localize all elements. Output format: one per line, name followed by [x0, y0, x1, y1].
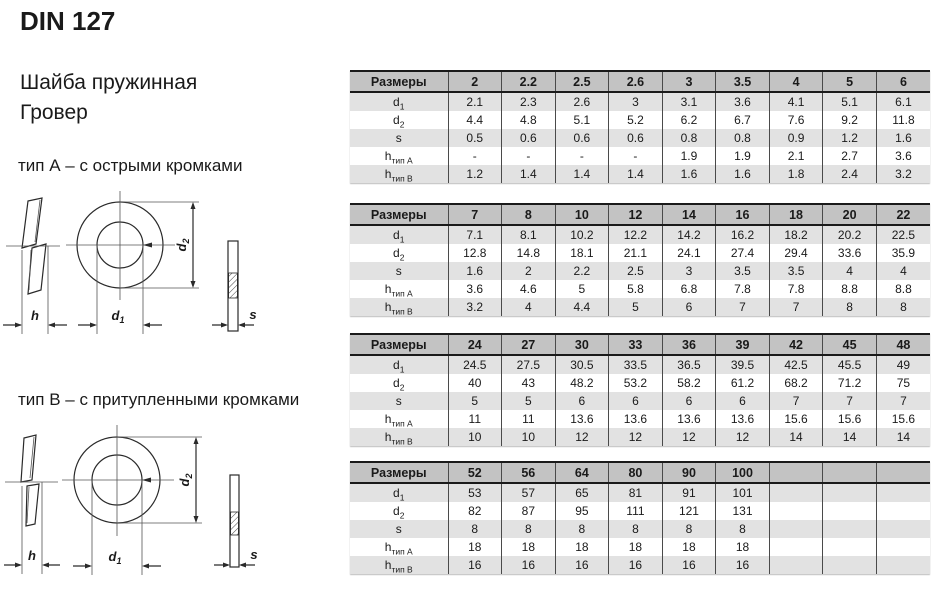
value-cell: 15.6 — [823, 410, 877, 428]
value-cell: 53 — [448, 483, 502, 502]
value-cell: 27.5 — [502, 355, 556, 374]
dimension-table-1 — [350, 70, 930, 183]
value-cell — [769, 520, 823, 538]
row-label: $h_{тип В}$ — [350, 165, 448, 183]
value-cell: 6.2 — [662, 111, 716, 129]
value-cell: 40 — [448, 374, 502, 392]
row-label: $d_2$ — [393, 376, 405, 392]
subtitle — [20, 68, 197, 128]
size-column-header: 2.6 — [609, 71, 663, 92]
row-label: $d_2$ — [393, 113, 405, 129]
table-row — [350, 262, 930, 280]
value-cell — [823, 483, 877, 502]
value-cell: 14 — [823, 428, 877, 446]
value-cell: - — [555, 147, 609, 165]
size-column-header: 33 — [609, 334, 663, 355]
table-row — [350, 147, 930, 165]
value-cell: 43 — [502, 374, 556, 392]
value-cell — [823, 538, 877, 556]
value-cell — [769, 556, 823, 574]
value-cell: 4.4 — [448, 111, 502, 129]
value-cell: 16 — [662, 556, 716, 574]
value-cell: 18 — [555, 538, 609, 556]
table-row — [350, 129, 930, 147]
value-cell: 0.6 — [555, 129, 609, 147]
value-cell: 4.1 — [769, 92, 823, 111]
size-column-header: 24 — [448, 334, 502, 355]
value-cell: 4.6 — [502, 280, 556, 298]
row-label: s — [350, 262, 448, 280]
table-row — [350, 538, 930, 556]
row-label: $d_2$ — [393, 504, 405, 520]
value-cell: 16 — [502, 556, 556, 574]
table-row — [350, 280, 930, 298]
value-cell: 15.6 — [769, 410, 823, 428]
value-cell: 6.8 — [662, 280, 716, 298]
size-column-header — [823, 462, 877, 483]
dimension-table-2 — [350, 203, 930, 316]
value-cell: 7.8 — [716, 280, 770, 298]
size-column-header: 52 — [448, 462, 502, 483]
type-b-label: тип В – с притупленными кромками — [18, 390, 300, 409]
value-cell: 1.9 — [662, 147, 716, 165]
value-cell: 5.8 — [609, 280, 663, 298]
value-cell: 1.4 — [555, 165, 609, 183]
value-cell: 111 — [609, 502, 663, 520]
value-cell: 29.4 — [769, 244, 823, 262]
value-cell: 14 — [876, 428, 930, 446]
row-label: $h_{тип В}$ — [350, 428, 448, 446]
size-column-header: 10 — [555, 204, 609, 225]
row-label: $d_1$ — [350, 92, 448, 111]
value-cell: 3.6 — [876, 147, 930, 165]
size-column-header: 6 — [876, 71, 930, 92]
value-cell: 10.2 — [555, 225, 609, 244]
value-cell: 21.1 — [609, 244, 663, 262]
table-header-row — [350, 334, 930, 355]
value-cell: 7 — [716, 298, 770, 316]
value-cell: 3.6 — [448, 280, 502, 298]
dimension-table-4 — [350, 461, 930, 574]
dim-s-label: s — [249, 307, 257, 322]
size-column-header: 80 — [609, 462, 663, 483]
value-cell: 10 — [448, 428, 502, 446]
size-column-header: 48 — [876, 334, 930, 355]
value-cell: 0.6 — [609, 129, 663, 147]
value-cell: 33.6 — [823, 244, 877, 262]
value-cell: 27.4 — [716, 244, 770, 262]
value-cell: 4 — [502, 298, 556, 316]
size-column-header — [876, 462, 930, 483]
table-row — [350, 502, 930, 520]
value-cell: 48.2 — [555, 374, 609, 392]
type-b-drawing — [0, 415, 300, 589]
value-cell: 131 — [716, 502, 770, 520]
value-cell: 121 — [662, 502, 716, 520]
value-cell: 1.6 — [876, 129, 930, 147]
value-cell: 13.6 — [662, 410, 716, 428]
value-cell: 14.2 — [662, 225, 716, 244]
value-cell: - — [609, 147, 663, 165]
value-cell: 14.8 — [502, 244, 556, 262]
value-cell: 4.8 — [502, 111, 556, 129]
side-view-washer — [4, 435, 60, 574]
value-cell: 68.2 — [769, 374, 823, 392]
size-column-header: 90 — [662, 462, 716, 483]
type-a-drawing — [0, 188, 280, 348]
value-cell: - — [448, 147, 502, 165]
table-row — [350, 298, 930, 316]
value-cell: 2.2 — [555, 262, 609, 280]
table-row — [350, 392, 930, 410]
size-column-header: 64 — [555, 462, 609, 483]
value-cell: 8 — [876, 298, 930, 316]
size-column-header: 42 — [769, 334, 823, 355]
sizes-header-label: Размеры — [350, 71, 448, 92]
row-label: $d_1$ — [350, 483, 448, 502]
value-cell: 3.2 — [876, 165, 930, 183]
value-cell: 2.1 — [448, 92, 502, 111]
value-cell: 1.4 — [502, 165, 556, 183]
row-label: s — [350, 129, 448, 147]
size-column-header: 3 — [662, 71, 716, 92]
value-cell: 101 — [716, 483, 770, 502]
value-cell: 1.2 — [448, 165, 502, 183]
row-label: $h_{тип А}$ — [384, 540, 413, 556]
value-cell: 16 — [609, 556, 663, 574]
value-cell: 81 — [609, 483, 663, 502]
value-cell: 12 — [555, 428, 609, 446]
value-cell: 7 — [823, 392, 877, 410]
value-cell: 8.1 — [502, 225, 556, 244]
value-cell: 95 — [555, 502, 609, 520]
value-cell: 7.1 — [448, 225, 502, 244]
value-cell: 18 — [716, 538, 770, 556]
value-cell: 91 — [662, 483, 716, 502]
value-cell — [769, 538, 823, 556]
row-label: $d_1$ — [350, 225, 448, 244]
value-cell: 2.5 — [609, 262, 663, 280]
value-cell: 8 — [716, 520, 770, 538]
dim-h-label: h — [31, 308, 39, 323]
value-cell: 2.3 — [502, 92, 556, 111]
table-row — [350, 374, 930, 392]
value-cell: 18 — [448, 538, 502, 556]
value-cell: 7 — [876, 392, 930, 410]
value-cell: 11 — [448, 410, 502, 428]
value-cell — [769, 483, 823, 502]
value-cell: 3 — [662, 262, 716, 280]
value-cell: 45.5 — [823, 355, 877, 374]
value-cell: 13.6 — [555, 410, 609, 428]
value-cell: 71.2 — [823, 374, 877, 392]
size-column-header: 18 — [769, 204, 823, 225]
value-cell: 8 — [823, 298, 877, 316]
value-cell: 30.5 — [555, 355, 609, 374]
value-cell: 12.8 — [448, 244, 502, 262]
table-header-row — [350, 462, 930, 483]
value-cell: 2.1 — [769, 147, 823, 165]
size-column-header: 12 — [609, 204, 663, 225]
table-row — [350, 225, 930, 244]
top-view-washer — [62, 425, 202, 575]
row-label: $h_{тип А}$ — [384, 149, 413, 165]
dim-d1-label: $d_1$ — [108, 549, 122, 566]
size-column-header: 2.2 — [502, 71, 556, 92]
value-cell: 12.2 — [609, 225, 663, 244]
value-cell: 2 — [502, 262, 556, 280]
subtitle-line-2: Гровер — [20, 101, 88, 124]
row-label: $h_{тип В}$ — [350, 298, 448, 316]
value-cell: 3.6 — [716, 92, 770, 111]
size-column-header: 22 — [876, 204, 930, 225]
type-a-label: тип А – с острыми кромками — [18, 156, 243, 175]
dim-s-label: s — [250, 547, 258, 562]
value-cell: 8 — [448, 520, 502, 538]
value-cell: 1.4 — [609, 165, 663, 183]
value-cell: 3.2 — [448, 298, 502, 316]
value-cell: 8 — [555, 520, 609, 538]
value-cell: 5.1 — [823, 92, 877, 111]
value-cell: 82 — [448, 502, 502, 520]
side-view-washer — [3, 198, 67, 334]
value-cell: 16.2 — [716, 225, 770, 244]
value-cell: 7.6 — [769, 111, 823, 129]
value-cell: 8.8 — [823, 280, 877, 298]
value-cell: 39.5 — [716, 355, 770, 374]
value-cell — [769, 502, 823, 520]
value-cell: 6 — [662, 298, 716, 316]
size-column-header: 30 — [555, 334, 609, 355]
value-cell: 6.7 — [716, 111, 770, 129]
value-cell: 0.5 — [448, 129, 502, 147]
row-label: s — [350, 392, 448, 410]
value-cell: 75 — [876, 374, 930, 392]
value-cell: 15.6 — [876, 410, 930, 428]
value-cell: 1.6 — [448, 262, 502, 280]
table-row — [350, 244, 930, 262]
subtitle-line-1: Шайба пружинная — [20, 71, 198, 94]
value-cell: 8.8 — [876, 280, 930, 298]
value-cell: 24.1 — [662, 244, 716, 262]
size-column-header: 4 — [769, 71, 823, 92]
table-row — [350, 111, 930, 129]
table-row — [350, 355, 930, 374]
value-cell: 36.5 — [662, 355, 716, 374]
value-cell: 13.6 — [716, 410, 770, 428]
value-cell: 10 — [502, 428, 556, 446]
size-column-header: 39 — [716, 334, 770, 355]
value-cell: 49 — [876, 355, 930, 374]
table-header-row — [350, 71, 930, 92]
size-column-header: 56 — [502, 462, 556, 483]
value-cell: 7 — [769, 298, 823, 316]
value-cell: 18.2 — [769, 225, 823, 244]
value-cell: 6 — [662, 392, 716, 410]
value-cell: 4 — [876, 262, 930, 280]
value-cell: 4.4 — [555, 298, 609, 316]
value-cell: 0.9 — [769, 129, 823, 147]
table-row — [350, 428, 930, 446]
size-column-header: 3.5 — [716, 71, 770, 92]
value-cell: 5 — [448, 392, 502, 410]
table-header-row — [350, 204, 930, 225]
value-cell: 4 — [823, 262, 877, 280]
table-row — [350, 410, 930, 428]
table-row — [350, 165, 930, 183]
value-cell: 11 — [502, 410, 556, 428]
value-cell: 6.1 — [876, 92, 930, 111]
value-cell: 0.8 — [716, 129, 770, 147]
table-row — [350, 520, 930, 538]
value-cell: - — [502, 147, 556, 165]
value-cell: 8 — [502, 520, 556, 538]
value-cell: 18.1 — [555, 244, 609, 262]
value-cell: 1.9 — [716, 147, 770, 165]
value-cell: 1.2 — [823, 129, 877, 147]
value-cell: 14 — [769, 428, 823, 446]
value-cell — [876, 520, 930, 538]
value-cell: 18 — [662, 538, 716, 556]
cross-section — [214, 475, 258, 568]
value-cell: 16 — [555, 556, 609, 574]
size-column-header: 36 — [662, 334, 716, 355]
row-label: s — [350, 520, 448, 538]
value-cell: 11.8 — [876, 111, 930, 129]
value-cell: 7.8 — [769, 280, 823, 298]
value-cell: 6 — [716, 392, 770, 410]
value-cell: 20.2 — [823, 225, 877, 244]
value-cell: 16 — [716, 556, 770, 574]
table-row — [350, 92, 930, 111]
sizes-header-label: Размеры — [350, 204, 448, 225]
value-cell: 3.5 — [769, 262, 823, 280]
value-cell: 2.6 — [555, 92, 609, 111]
dimension-table-3 — [350, 333, 930, 446]
value-cell: 8 — [662, 520, 716, 538]
value-cell: 9.2 — [823, 111, 877, 129]
value-cell: 42.5 — [769, 355, 823, 374]
value-cell: 5 — [555, 280, 609, 298]
dim-h-label: h — [28, 548, 36, 563]
value-cell — [823, 520, 877, 538]
value-cell: 5.2 — [609, 111, 663, 129]
value-cell: 12 — [716, 428, 770, 446]
dim-d2-label: $d_2$ — [174, 238, 191, 252]
value-cell: 0.6 — [502, 129, 556, 147]
value-cell: 1.8 — [769, 165, 823, 183]
value-cell — [876, 538, 930, 556]
value-cell — [876, 502, 930, 520]
value-cell: 12 — [662, 428, 716, 446]
row-label: $h_{тип А}$ — [384, 412, 413, 428]
size-column-header: 16 — [716, 204, 770, 225]
size-column-header: 14 — [662, 204, 716, 225]
table-row — [350, 483, 930, 502]
size-column-header: 2.5 — [555, 71, 609, 92]
size-column-header: 2 — [448, 71, 502, 92]
size-column-header: 27 — [502, 334, 556, 355]
value-cell: 3.5 — [716, 262, 770, 280]
value-cell: 13.6 — [609, 410, 663, 428]
value-cell: 3 — [609, 92, 663, 111]
cross-section — [212, 241, 257, 331]
value-cell: 65 — [555, 483, 609, 502]
page-title: DIN 127 — [20, 6, 116, 36]
size-column-header — [769, 462, 823, 483]
sizes-header-label: Размеры — [350, 334, 448, 355]
value-cell: 7 — [769, 392, 823, 410]
row-label: $d_1$ — [350, 355, 448, 374]
value-cell: 61.2 — [716, 374, 770, 392]
value-cell: 24.5 — [448, 355, 502, 374]
dim-d1-label: $d_1$ — [111, 308, 125, 325]
size-column-header: 45 — [823, 334, 877, 355]
value-cell: 22.5 — [876, 225, 930, 244]
value-cell: 1.6 — [716, 165, 770, 183]
value-cell: 87 — [502, 502, 556, 520]
row-label: $h_{тип В}$ — [350, 556, 448, 574]
value-cell: 12 — [609, 428, 663, 446]
value-cell: 16 — [448, 556, 502, 574]
value-cell: 18 — [502, 538, 556, 556]
value-cell: 18 — [609, 538, 663, 556]
value-cell: 57 — [502, 483, 556, 502]
value-cell — [823, 556, 877, 574]
value-cell: 5.1 — [555, 111, 609, 129]
size-column-header: 100 — [716, 462, 770, 483]
value-cell: 3.1 — [662, 92, 716, 111]
value-cell: 6 — [609, 392, 663, 410]
value-cell — [876, 556, 930, 574]
sizes-header-label: Размеры — [350, 462, 448, 483]
size-column-header: 7 — [448, 204, 502, 225]
value-cell: 33.5 — [609, 355, 663, 374]
table-row — [350, 556, 930, 574]
value-cell: 58.2 — [662, 374, 716, 392]
value-cell — [823, 502, 877, 520]
value-cell: 35.9 — [876, 244, 930, 262]
value-cell: 2.4 — [823, 165, 877, 183]
size-column-header: 20 — [823, 204, 877, 225]
value-cell: 53.2 — [609, 374, 663, 392]
row-label: $d_2$ — [393, 246, 405, 262]
value-cell: 5 — [502, 392, 556, 410]
value-cell: 2.7 — [823, 147, 877, 165]
value-cell: 0.8 — [662, 129, 716, 147]
value-cell — [876, 483, 930, 502]
dim-d2-label: $d_2$ — [177, 473, 194, 487]
row-label: $h_{тип А}$ — [384, 282, 413, 298]
size-column-header: 8 — [502, 204, 556, 225]
value-cell: 6 — [555, 392, 609, 410]
top-view-washer — [66, 191, 199, 334]
value-cell: 8 — [609, 520, 663, 538]
value-cell: 1.6 — [662, 165, 716, 183]
value-cell: 5 — [609, 298, 663, 316]
size-column-header: 5 — [823, 71, 877, 92]
